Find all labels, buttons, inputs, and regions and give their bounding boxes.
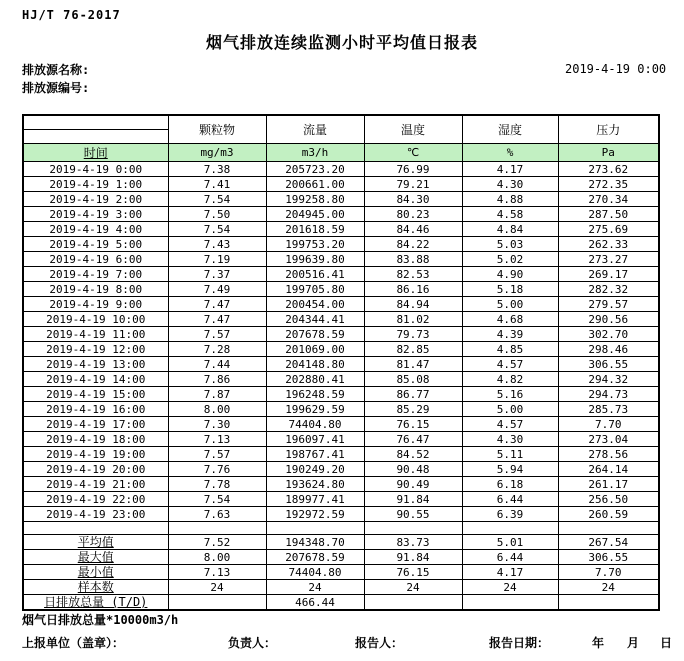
page-title: 烟气排放连续监测小时平均值日报表 (205, 33, 478, 52)
value-cell (364, 595, 462, 611)
blank-cell-top (24, 116, 168, 129)
table-row (23, 432, 659, 447)
table-row (23, 282, 659, 297)
value-cell: 82.53 (364, 267, 462, 282)
time-cell: 2019-4-19 6:00 (23, 252, 168, 267)
day-label: 日 (660, 636, 673, 650)
value-cell: 7.19 (168, 252, 266, 267)
value-cell: 272.35 (558, 177, 659, 192)
time-cell: 2019-4-19 21:00 (23, 477, 168, 492)
value-cell: 7.43 (168, 237, 266, 252)
table-row (23, 207, 659, 222)
value-cell: 282.32 (558, 282, 659, 297)
value-cell: 262.33 (558, 237, 659, 252)
value-cell (168, 595, 266, 611)
value-cell: 189977.41 (266, 492, 364, 507)
value-cell: 278.56 (558, 447, 659, 462)
value-cell: 84.30 (364, 192, 462, 207)
value-cell: 200516.41 (266, 267, 364, 282)
col-header-pressure: 压力 (558, 115, 659, 144)
report-date-label: 报告日期： (489, 636, 550, 650)
time-cell: 2019-4-19 11:00 (23, 327, 168, 342)
time-cell: 2019-4-19 15:00 (23, 387, 168, 402)
month-label: 月 (627, 636, 640, 650)
value-cell: 204344.41 (266, 312, 364, 327)
table-row (23, 402, 659, 417)
value-cell: 207678.59 (266, 550, 364, 565)
value-cell: 84.22 (364, 237, 462, 252)
value-cell: 199705.80 (266, 282, 364, 297)
value-cell: 24 (558, 580, 659, 595)
unit-pressure: Pa (558, 144, 659, 162)
value-cell: 24 (168, 580, 266, 595)
table-row (23, 327, 659, 342)
value-cell: 5.16 (462, 387, 558, 402)
value-cell: 6.18 (462, 477, 558, 492)
value-cell: 302.70 (558, 327, 659, 342)
report-datetime: 2019-4-19 0:00 (565, 62, 667, 76)
value-cell: 7.50 (168, 207, 266, 222)
value-cell: 270.34 (558, 192, 659, 207)
value-cell: 205723.20 (266, 162, 364, 177)
time-cell: 2019-4-19 5:00 (23, 237, 168, 252)
table-row (23, 267, 659, 282)
table-row (23, 222, 659, 237)
table-row (23, 252, 659, 267)
time-cell: 2019-4-19 13:00 (23, 357, 168, 372)
value-cell: 24 (266, 580, 364, 595)
value-cell: 202880.41 (266, 372, 364, 387)
value-cell: 4.30 (462, 177, 558, 192)
summary-label: 最小值 (23, 565, 168, 580)
source-name-label: 排放源名称: (22, 63, 90, 77)
value-cell: 260.59 (558, 507, 659, 522)
value-cell: 6.39 (462, 507, 558, 522)
time-cell: 2019-4-19 2:00 (23, 192, 168, 207)
time-cell: 2019-4-19 23:00 (23, 507, 168, 522)
summary-row (23, 565, 659, 580)
value-cell: 91.84 (364, 492, 462, 507)
value-cell: 86.77 (364, 387, 462, 402)
value-cell: 200454.00 (266, 297, 364, 312)
value-cell: 5.03 (462, 237, 558, 252)
signature-line (0, 634, 684, 652)
value-cell: 24 (364, 580, 462, 595)
blank-cell-bottom (24, 129, 168, 143)
value-cell: 4.17 (462, 162, 558, 177)
value-cell: 85.08 (364, 372, 462, 387)
summary-row (23, 550, 659, 565)
source-code-label: 排放源编号: (22, 81, 90, 95)
value-cell: 4.85 (462, 342, 558, 357)
value-cell: 74404.80 (266, 565, 364, 580)
year-label: 年 (592, 636, 605, 650)
value-cell: 192972.59 (266, 507, 364, 522)
value-cell: 201069.00 (266, 342, 364, 357)
value-cell: 7.52 (168, 535, 266, 550)
value-cell: 84.52 (364, 447, 462, 462)
value-cell: 7.30 (168, 417, 266, 432)
value-cell (462, 595, 558, 611)
monitoring-table (22, 114, 660, 611)
value-cell: 6.44 (462, 492, 558, 507)
value-cell: 7.70 (558, 565, 659, 580)
value-cell: 76.15 (364, 565, 462, 580)
value-cell: 7.76 (168, 462, 266, 477)
value-cell: 273.04 (558, 432, 659, 447)
value-cell: 24 (462, 580, 558, 595)
table-row (23, 177, 659, 192)
table-row (23, 162, 659, 177)
value-cell: 261.17 (558, 477, 659, 492)
table-row (23, 342, 659, 357)
value-cell: 285.73 (558, 402, 659, 417)
summary-row (23, 580, 659, 595)
value-cell: 79.21 (364, 177, 462, 192)
value-cell: 466.44 (266, 595, 364, 611)
value-cell: 204945.00 (266, 207, 364, 222)
value-cell: 80.23 (364, 207, 462, 222)
time-cell: 2019-4-19 20:00 (23, 462, 168, 477)
value-cell: 4.17 (462, 565, 558, 580)
column-header-row (23, 115, 659, 144)
time-cell: 2019-4-19 9:00 (23, 297, 168, 312)
value-cell: 269.17 (558, 267, 659, 282)
table-row (23, 297, 659, 312)
value-cell: 4.88 (462, 192, 558, 207)
unit-humidity: % (462, 144, 558, 162)
value-cell: 306.55 (558, 550, 659, 565)
value-cell: 83.73 (364, 535, 462, 550)
value-cell: 287.50 (558, 207, 659, 222)
value-cell: 7.78 (168, 477, 266, 492)
value-cell: 279.57 (558, 297, 659, 312)
table-row (23, 462, 659, 477)
time-column-blank-header (23, 115, 168, 144)
spacer-row (23, 522, 659, 535)
time-cell: 2019-4-19 7:00 (23, 267, 168, 282)
standard-number: HJ/T 76-2017 (22, 8, 121, 22)
time-header: 时间 (23, 144, 168, 162)
table-row (23, 387, 659, 402)
reporter-label: 报告人： (355, 636, 404, 650)
value-cell: 199629.59 (266, 402, 364, 417)
value-cell: 264.14 (558, 462, 659, 477)
value-cell: 275.69 (558, 222, 659, 237)
value-cell: 81.02 (364, 312, 462, 327)
value-cell: 90.55 (364, 507, 462, 522)
value-cell: 7.28 (168, 342, 266, 357)
value-cell: 7.54 (168, 492, 266, 507)
col-header-flow: 流量 (266, 115, 364, 144)
value-cell: 7.37 (168, 267, 266, 282)
value-cell: 5.94 (462, 462, 558, 477)
unit-temperature: ℃ (364, 144, 462, 162)
value-cell: 7.47 (168, 312, 266, 327)
value-cell: 5.11 (462, 447, 558, 462)
value-cell: 5.02 (462, 252, 558, 267)
summary-label: 最大值 (23, 550, 168, 565)
value-cell: 7.70 (558, 417, 659, 432)
value-cell: 7.13 (168, 565, 266, 580)
value-cell: 74404.80 (266, 417, 364, 432)
report-unit-label: 上报单位（盖章）： (22, 636, 125, 650)
col-header-temperature: 温度 (364, 115, 462, 144)
col-header-humidity: 湿度 (462, 115, 558, 144)
value-cell: 5.00 (462, 402, 558, 417)
value-cell: 207678.59 (266, 327, 364, 342)
value-cell: 199258.80 (266, 192, 364, 207)
table-row (23, 312, 659, 327)
value-cell: 200661.00 (266, 177, 364, 192)
value-cell: 7.87 (168, 387, 266, 402)
summary-row (23, 535, 659, 550)
value-cell: 7.49 (168, 282, 266, 297)
value-cell: 7.13 (168, 432, 266, 447)
value-cell: 7.57 (168, 447, 266, 462)
value-cell: 7.38 (168, 162, 266, 177)
value-cell: 273.62 (558, 162, 659, 177)
table-row (23, 417, 659, 432)
value-cell: 91.84 (364, 550, 462, 565)
value-cell: 84.46 (364, 222, 462, 237)
summary-label: 平均值 (23, 535, 168, 550)
time-cell: 2019-4-19 12:00 (23, 342, 168, 357)
time-cell: 2019-4-19 1:00 (23, 177, 168, 192)
time-cell: 2019-4-19 17:00 (23, 417, 168, 432)
value-cell: 5.01 (462, 535, 558, 550)
value-cell: 290.56 (558, 312, 659, 327)
value-cell: 6.44 (462, 550, 558, 565)
time-cell: 2019-4-19 0:00 (23, 162, 168, 177)
value-cell: 7.41 (168, 177, 266, 192)
value-cell: 294.32 (558, 372, 659, 387)
value-cell: 84.94 (364, 297, 462, 312)
value-cell: 8.00 (168, 550, 266, 565)
value-cell: 306.55 (558, 357, 659, 372)
value-cell: 7.47 (168, 297, 266, 312)
value-cell: 4.90 (462, 267, 558, 282)
table-row (23, 507, 659, 522)
col-header-particulate: 颗粒物 (168, 115, 266, 144)
time-cell: 2019-4-19 19:00 (23, 447, 168, 462)
value-cell: 4.30 (462, 432, 558, 447)
responsible-person-label: 负责人： (228, 636, 277, 650)
table-row (23, 447, 659, 462)
value-cell: 79.73 (364, 327, 462, 342)
time-cell: 2019-4-19 10:00 (23, 312, 168, 327)
value-cell: 4.68 (462, 312, 558, 327)
time-cell: 2019-4-19 18:00 (23, 432, 168, 447)
value-cell: 196248.59 (266, 387, 364, 402)
value-cell: 85.29 (364, 402, 462, 417)
value-cell: 76.47 (364, 432, 462, 447)
value-cell: 196097.41 (266, 432, 364, 447)
value-cell: 267.54 (558, 535, 659, 550)
value-cell: 7.44 (168, 357, 266, 372)
value-cell: 190249.20 (266, 462, 364, 477)
table-row (23, 357, 659, 372)
value-cell: 7.63 (168, 507, 266, 522)
unit-particulate: mg/m3 (168, 144, 266, 162)
value-cell: 82.85 (364, 342, 462, 357)
value-cell: 256.50 (558, 492, 659, 507)
value-cell: 7.57 (168, 327, 266, 342)
value-cell: 8.00 (168, 402, 266, 417)
value-cell: 4.39 (462, 327, 558, 342)
value-cell: 90.48 (364, 462, 462, 477)
table-row (23, 372, 659, 387)
value-cell: 7.86 (168, 372, 266, 387)
value-cell: 76.15 (364, 417, 462, 432)
time-cell: 2019-4-19 16:00 (23, 402, 168, 417)
value-cell: 294.73 (558, 387, 659, 402)
table-row (23, 477, 659, 492)
summary-row (23, 595, 659, 611)
value-cell: 76.99 (364, 162, 462, 177)
time-cell: 2019-4-19 22:00 (23, 492, 168, 507)
summary-label: 样本数 (23, 580, 168, 595)
unit-header-row (23, 144, 659, 162)
value-cell: 4.57 (462, 357, 558, 372)
value-cell: 193624.80 (266, 477, 364, 492)
value-cell: 199753.20 (266, 237, 364, 252)
value-cell: 198767.41 (266, 447, 364, 462)
value-cell: 7.54 (168, 192, 266, 207)
value-cell: 4.58 (462, 207, 558, 222)
total-emission-note: 烟气日排放总量*10000m3/h (22, 613, 179, 627)
time-cell: 2019-4-19 8:00 (23, 282, 168, 297)
time-cell: 2019-4-19 4:00 (23, 222, 168, 237)
value-cell: 81.47 (364, 357, 462, 372)
value-cell: 273.27 (558, 252, 659, 267)
value-cell: 201618.59 (266, 222, 364, 237)
unit-flow: m3/h (266, 144, 364, 162)
value-cell (558, 595, 659, 611)
value-cell: 298.46 (558, 342, 659, 357)
value-cell: 4.57 (462, 417, 558, 432)
value-cell: 194348.70 (266, 535, 364, 550)
value-cell: 4.84 (462, 222, 558, 237)
value-cell: 4.82 (462, 372, 558, 387)
value-cell: 204148.80 (266, 357, 364, 372)
value-cell: 7.54 (168, 222, 266, 237)
table-row (23, 192, 659, 207)
table-row (23, 237, 659, 252)
time-cell: 2019-4-19 3:00 (23, 207, 168, 222)
time-cell: 2019-4-19 14:00 (23, 372, 168, 387)
value-cell: 199639.80 (266, 252, 364, 267)
table-row (23, 492, 659, 507)
value-cell: 5.18 (462, 282, 558, 297)
summary-label: 日排放总量 (T/D) (23, 595, 168, 611)
value-cell: 90.49 (364, 477, 462, 492)
value-cell: 5.00 (462, 297, 558, 312)
value-cell: 86.16 (364, 282, 462, 297)
value-cell: 83.88 (364, 252, 462, 267)
